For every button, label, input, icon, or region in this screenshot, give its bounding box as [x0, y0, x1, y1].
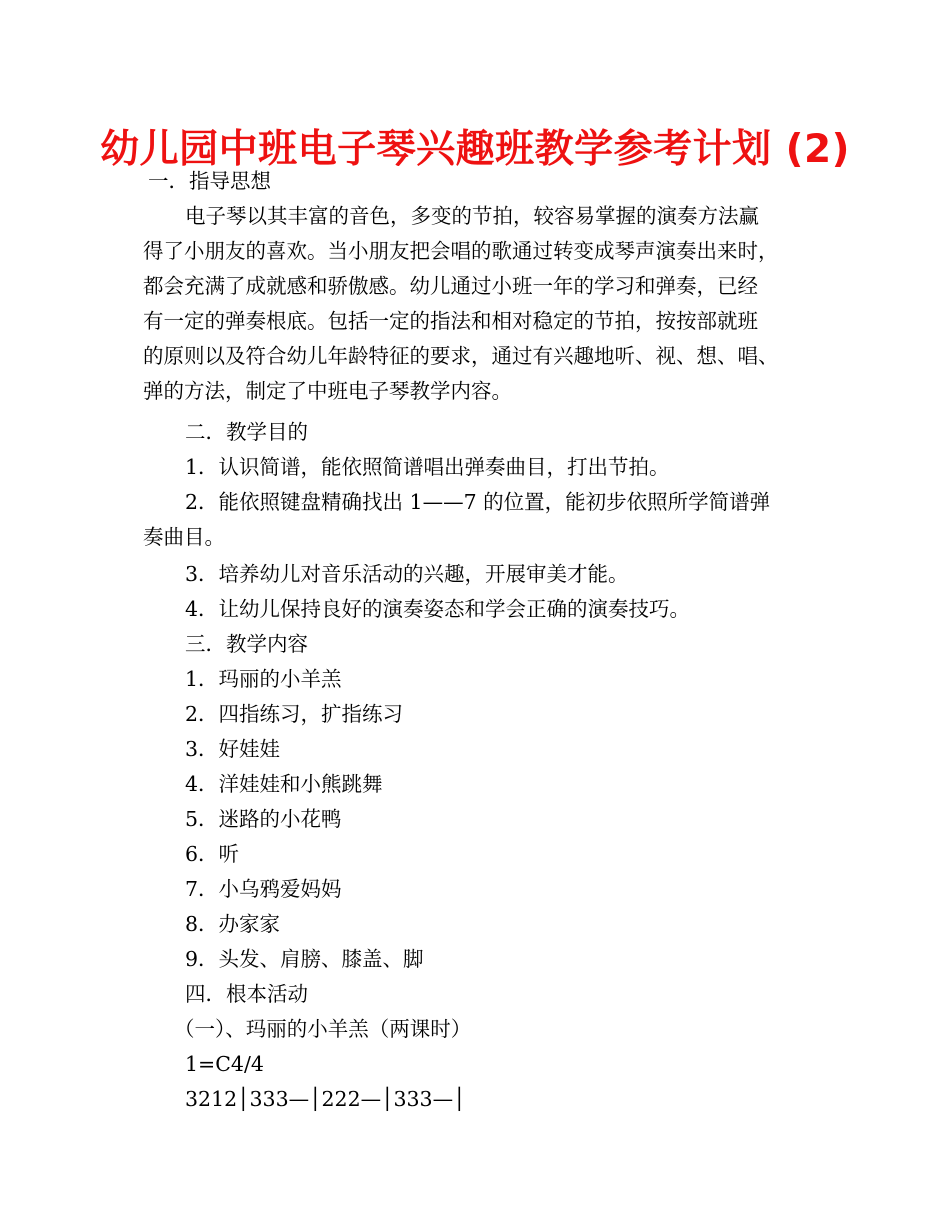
content-item: 7．小乌鸦爱妈妈 [185, 877, 342, 901]
goal-item: 2．能依照键盘精确找出 1——7 的位置，能初步依照所学简谱弹 [185, 490, 771, 514]
activity-subheading: （一）、玛丽的小羊羔（两课时） [174, 1017, 472, 1041]
goal-item: 1．认识简谱，能依照简谱唱出弹奏曲目，打出节拍。 [185, 455, 670, 479]
content-item: 3．好娃娃 [185, 737, 281, 761]
paragraph-line: 都会充满了成就感和骄傲感。幼儿通过小班一年的学习和弹奏，已经 [143, 274, 758, 298]
section-heading-basic-activities: 四．根本活动 [185, 982, 308, 1006]
content-item: 5．迷路的小花鸭 [185, 807, 342, 831]
goal-item: 3．培养幼儿对音乐活动的兴趣，开展审美才能。 [185, 562, 629, 586]
section-heading-guiding-thought: 一．指导思想 [148, 169, 271, 193]
key-signature: 1=C4/4 [185, 1052, 264, 1076]
content-item: 1．玛丽的小羊羔 [185, 667, 342, 691]
goal-item: 4．让幼儿保持良好的演奏姿态和学会正确的演奏技巧。 [185, 597, 691, 621]
paragraph-line: 的原则以及符合幼儿年龄特征的要求，通过有兴趣地听、视、想、唱、 [143, 344, 779, 368]
paragraph-line: 弹的方法，制定了中班电子琴教学内容。 [143, 379, 512, 403]
content-item: 6．听 [185, 842, 240, 866]
section-heading-teaching-goals: 二．教学目的 [185, 420, 308, 444]
paragraph-line: 有一定的弹奏根底。包括一定的指法和相对稳定的节拍，按按部就班 [143, 309, 758, 333]
paragraph-line: 电子琴以其丰富的音色，多变的节拍，较容易掌握的演奏方法赢 [185, 204, 759, 228]
goal-item-continued: 奏曲目。 [143, 525, 225, 549]
document-title: 幼儿园中班电子琴兴趣班教学参考计划 (2) [100, 127, 850, 172]
content-item: 9．头发、肩膀、膝盖、脚 [185, 947, 424, 971]
paragraph-line: 得了小朋友的喜欢。当小朋友把会唱的歌通过转变成琴声演奏出来时， [143, 239, 779, 263]
music-notation: 3212│333—│222—│333—│ [185, 1087, 466, 1111]
content-item: 2．四指练习，扩指练习 [185, 702, 404, 726]
content-item: 4．洋娃娃和小熊跳舞 [185, 772, 383, 796]
content-item: 8．办家家 [185, 912, 281, 936]
section-heading-teaching-content: 三．教学内容 [185, 632, 308, 656]
